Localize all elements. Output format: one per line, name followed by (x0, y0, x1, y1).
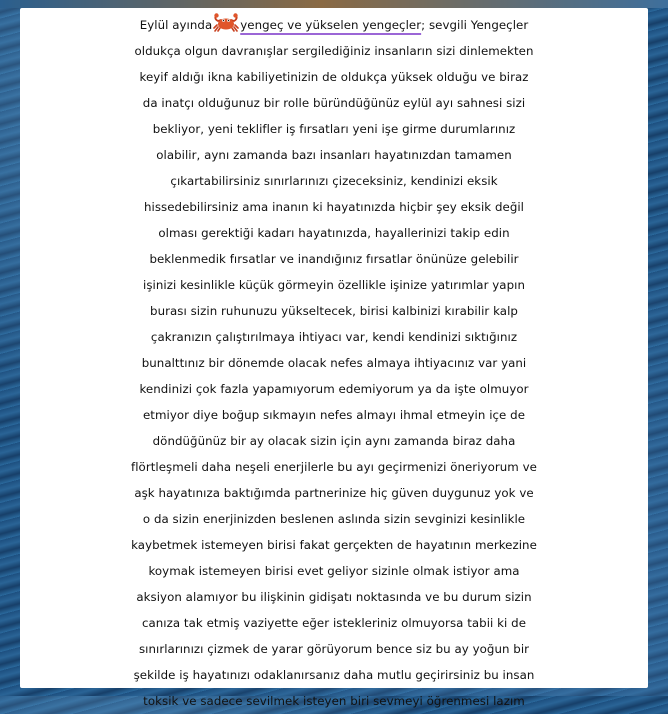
text-line: flörtleşmeli daha neşeli enerjilerle bu ayı geçirmenizi öneriyorum ve (131, 460, 537, 474)
text-line: olması gerektiği kadarı hayatınızda, hayallerinizi takip edin (158, 226, 510, 240)
text-line: toksik ve sadece sevilmek isteyen biri sevmeyi öğrenmesi lazım (143, 694, 525, 708)
text-line: beklenmedik fırsatlar ve inandığınız fırsatlar önünüze gelebilir (149, 252, 519, 266)
intro-suffix: ; sevgili Yengeçler (421, 18, 529, 32)
text-line: bunalttınız bir dönemde olacak nefes almaya ihtiyacınız var yani (141, 356, 527, 370)
text-line: sınırlarınızı çizmek de yarar görüyorum bence siz bu ay yoğun bir (138, 642, 530, 656)
background-photo-top (0, 0, 668, 8)
text-line: keyif aldığı ikna kabiliyetinizin de oldukça yüksek olduğu ve biraz (139, 70, 529, 84)
text-line: koymak istemeyen birisi evet geliyor sizinle olmak istiyor ama (148, 564, 520, 578)
intro-highlight: yengeç ve yükselen yengeçler (240, 18, 422, 32)
crab-icon (213, 12, 239, 32)
text-card (20, 8, 648, 708)
text-line: olabilir, aynı zamanda bazı insanları hayatınızdan tamamen (156, 148, 512, 162)
text-line: kendinizi çok fazla yapamıyorum edemiyorum ya da işte olmuyor (139, 382, 529, 396)
text-line: çıkartabilirsiniz sınırlarınızı çizeceksiniz, kendinizi eksik (170, 174, 498, 188)
text-line: etmiyor diye boğup sıkmayın nefes almayı ihmal etmeyin içe de (142, 408, 526, 422)
text-line: oldukça olgun davranışlar sergilediğiniz insanların sizi dinlemekten (134, 44, 534, 58)
text-line: bekliyor, yeni teklifler iş fırsatları yeni işe girme durumlarınız (152, 122, 516, 136)
horoscope-text (20, 12, 648, 714)
text-line: çakranızın çalıştırılmaya ihtiyacı var, kendi kendinizi sıktığınız (150, 330, 518, 344)
text-line: şekilde iş hayatınızı odaklanırsanız daha mutlu geçirirsiniz bu insan (133, 668, 535, 682)
text-line: aksiyon alamıyor bu ilişkinin gidişatı noktasında ve bu durum sizin (136, 590, 532, 604)
text-line-intro (20, 12, 648, 38)
text-line: işinizi kesinlikle küçük görmeyin özellikle işinize yatırımlar yapın (143, 278, 525, 292)
text-line: döndüğünüz bir ay olacak sizin için aynı zamanda biraz daha (152, 434, 516, 448)
text-line: da inatçı olduğunuz bir rolle büründüğünüz eylül ayı sahnesi sizi (142, 96, 526, 110)
text-line: kaybetmek istemeyen birisi fakat gerçekten de hayatının merkezine (131, 538, 537, 552)
text-line: o da sizin enerjinizden beslenen aslında sizin sevginizi kesinlikle (142, 512, 526, 526)
text-line: aşk hayatınıza baktığımda partnerinize hiç güven duygunuz yok ve (134, 486, 534, 500)
intro-prefix: Eylül ayında (139, 18, 213, 32)
text-line: burası sizin ruhunuzu yükseltecek, birisi kalbinizi kırabilir kalp (150, 304, 518, 318)
text-line: hissedebilirsiniz ama inanın ki hayatınızda hiçbir şey eksik değil (143, 200, 525, 214)
text-line: canıza tak etmiş vaziyette eğer istekleriniz olmuyorsa tabii ki de (141, 616, 527, 630)
